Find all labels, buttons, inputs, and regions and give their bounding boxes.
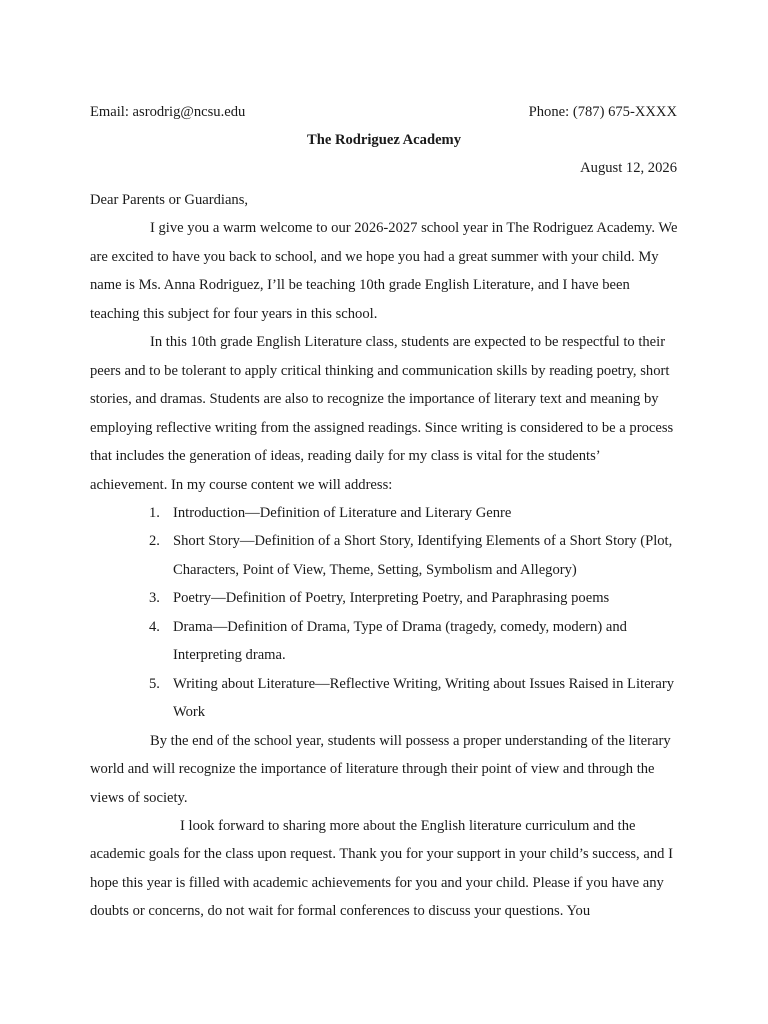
list-item-number: 4. — [149, 618, 160, 635]
email-line: Email: asrodrig@ncsu.edu — [90, 104, 246, 120]
list-item — [149, 499, 680, 527]
list-item — [149, 527, 680, 584]
course-content-list — [90, 499, 680, 727]
list-item-text: Poetry—Definition of Poetry, Interpreting Poetry, and Paraphrasing poems — [173, 590, 610, 607]
paragraph-closing: I look forward to sharing more about the English literature curriculum and the academic goals for the class upon request. Thank you for your support in your child’s success, and I hope this year is filled with academic achievements for you and your child. Please if you have any doubts or concerns, do not wait for formal conferences to discuss your questions. You — [90, 817, 673, 920]
school-title: The Rodriguez Academy — [306, 132, 462, 148]
paragraph-welcome: I give you a warm welcome to our 2026-2027 school year in The Rodriguez Academy. We are excited to have you back to school, and we hope you had a great summer with your child. My name is Ms. Anna Rodriguez, I’ll be teaching 10th grade English Literature, and I have been teaching this subject for four years in this school. — [90, 220, 678, 322]
list-item — [149, 584, 680, 612]
letter-body — [90, 186, 680, 926]
list-item-text: Writing about Literature—Reflective Writing, Writing about Issues Raised in Literary Work — [173, 675, 675, 721]
letter-date: August 12, 2026 — [580, 160, 677, 176]
list-item-number: 1. — [149, 504, 160, 521]
list-item — [149, 613, 680, 670]
list-item-text: Short Story—Definition of a Short Story, Identifying Elements of a Short Story (Plot, Characters, Point of View, Theme, Setting, Symbolism and Allegory) — [173, 533, 673, 578]
list-item — [149, 670, 680, 727]
list-item-number: 3. — [149, 590, 160, 607]
list-item-number: 5. — [149, 675, 160, 692]
list-item-text: Introduction—Definition of Literature and Literary Genre — [173, 504, 512, 521]
contact-header — [90, 103, 677, 121]
salutation: Dear Parents or Guardians, — [90, 192, 249, 208]
list-item-number: 2. — [149, 533, 160, 550]
list-item-text: Drama—Definition of Drama, Type of Drama (tragedy, comedy, modern) and Interpreting drama. — [173, 618, 627, 664]
phone-line: Phone: (787) 675-XXXX — [528, 104, 677, 120]
paragraph-outcomes: By the end of the school year, students will possess a proper understanding of the literary world and will recognize the importance of literature through their point of view and through the views of society. — [90, 732, 671, 806]
paragraph-course-expectations: In this 10th grade English Literature class, students are expected to be respectful to their peers and to be tolerant to apply critical thinking and communication skills by reading poetry, short stories, and dramas. Students are also to recognize the importance of literary text and meaning by employing reflective writing from the assigned readings. Since writing is considered to be a process that includes the generation of ideas, reading daily for my class is vital for the students’ achievement. In my course content we will address: — [90, 334, 674, 493]
